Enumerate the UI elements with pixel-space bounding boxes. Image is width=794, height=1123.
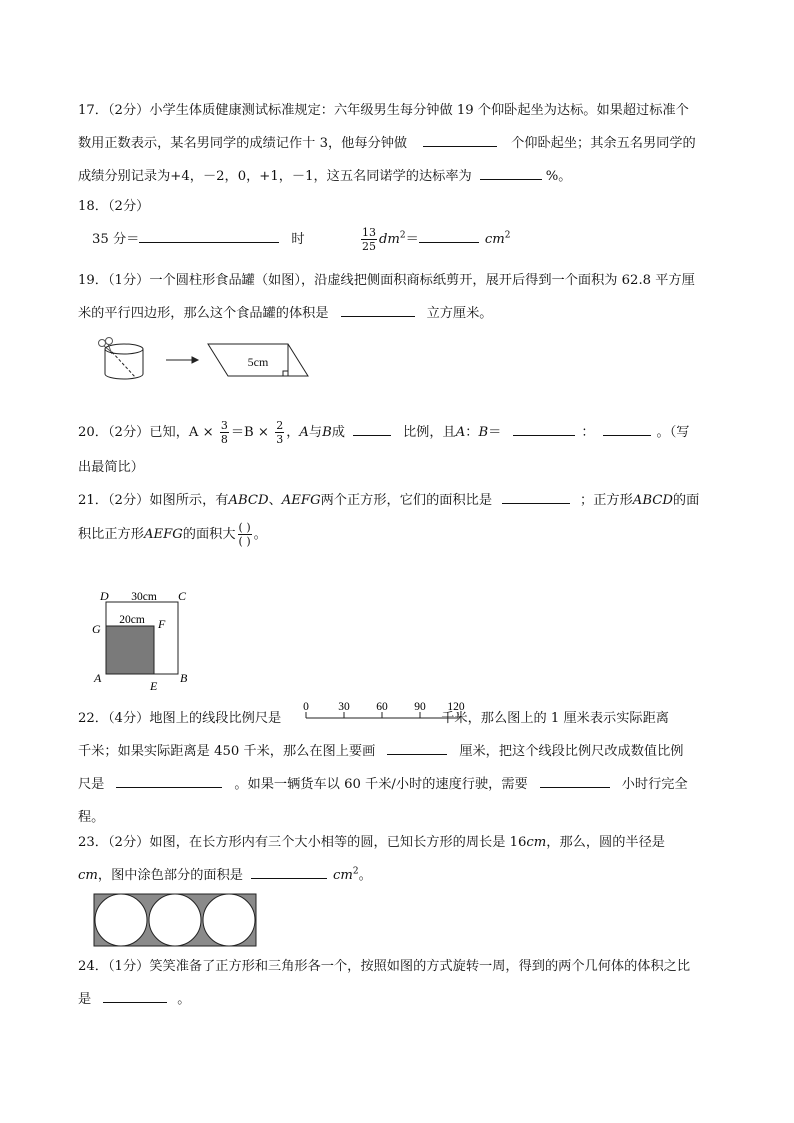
q22-scale-bar xyxy=(300,700,470,726)
tick-label-120: 120 xyxy=(447,701,465,713)
label-20cm: 20cm xyxy=(119,614,145,626)
tick-label-60: 60 xyxy=(376,701,388,713)
q18-row: 35 分＝ 时 $\frac{13}{25}$ $dm^2= cm^2$ xyxy=(92,226,511,253)
q21-blank[interactable] xyxy=(502,489,570,504)
question-18 xyxy=(78,190,718,223)
q20-blank-1[interactable] xyxy=(353,421,391,436)
arrow-icon xyxy=(166,357,198,363)
tick-label-30: 30 xyxy=(338,701,350,713)
label-30cm: 30cm xyxy=(131,591,157,603)
q22-blank-1[interactable] xyxy=(387,740,447,755)
label-e: E xyxy=(150,679,158,693)
q22-continued: 千米；如果实际距离是 450 千米，那么在图上要画 厘米，把这个线段比例尺改成数值比例 尺是 。如果一辆货车以 60 千米/小时的速度行驶，需要 小时行完全 程。 xyxy=(78,735,718,834)
q17-line-1: 17．（2分）小学生体质健康测试标准规定：六年级男生每分钟做 19 个仰卧起坐为达标。如果超过标准个 xyxy=(78,103,689,118)
circle-3 xyxy=(203,894,255,946)
square-aefg xyxy=(106,626,154,674)
q21-figure xyxy=(88,586,198,696)
cylinder-shape xyxy=(105,344,143,379)
q20-line-2: 出最简比） xyxy=(78,460,144,475)
q17-line-2-end: 个仰卧起坐；其余五名男同学的 xyxy=(511,136,696,151)
label-c: C xyxy=(178,589,187,603)
question-24: 24．（1分）笑笑准备了正方形和三角形各一个，按照如图的方式旋转一周，得到的两个几何体的体积之比 是 。 xyxy=(78,959,691,1007)
q18-fraction: $\frac{13}{25}$ xyxy=(361,226,376,253)
q18-blank-2[interactable] xyxy=(419,228,479,243)
question-19 xyxy=(78,264,718,330)
scissors-icon xyxy=(99,338,115,355)
q20-fraction-2: $\frac{2}{3}$ xyxy=(276,419,284,446)
q17-line-3-start: 成绩分别记录为+4，－2，0，+1，－1，这五名同诺学的达标率为 xyxy=(78,169,472,184)
q18-heading: 18．（2分） xyxy=(78,199,150,214)
label-a: A xyxy=(94,671,102,685)
q22-blank-2[interactable] xyxy=(116,773,222,788)
q19-height-label: 5cm xyxy=(247,355,269,369)
q21-paren-fraction: $\frac{( )}{( )}$ xyxy=(238,521,251,548)
q20-blank-3[interactable] xyxy=(603,421,651,436)
label-f: F xyxy=(158,617,166,631)
q20-blank-2[interactable] xyxy=(513,421,575,436)
tick-label-90: 90 xyxy=(414,701,426,713)
question-21: 21．（2分）如图所示，有ABCD、AEFG两个正方形，它们的面积比是 ；正方形ABCD的面 xyxy=(78,484,699,517)
label-d: D xyxy=(100,589,109,603)
q18-left: 35 分＝ xyxy=(92,232,140,247)
q19-figure xyxy=(94,336,334,382)
question-23: 23．（2分）如图，在长方形内有三个大小相等的圆，已知长方形的周长是 16cm，那么，圆的半径是 xyxy=(78,835,665,850)
circle-1 xyxy=(95,894,147,946)
q23-line-2: cm，图中涂色部分的面积是 $cm^2$。 xyxy=(78,859,372,892)
q23-blank[interactable] xyxy=(251,864,327,879)
q17-line-3-end: %。 xyxy=(545,169,572,184)
q21-line-2: 积比正方形AEFG的面积大 $\frac{( )}{( )}$ 。 xyxy=(78,521,267,548)
q22-blank-3[interactable] xyxy=(540,773,610,788)
q18-unit-hour: 时 xyxy=(291,232,305,247)
q23-figure xyxy=(92,892,260,948)
q17-line-2-start: 数用正数表示，某名男同学的成绩记作十 3，他每分钟做 xyxy=(78,136,408,151)
q19-line-2-start: 米的平行四边形，那么这个食品罐的体积是 xyxy=(78,306,329,321)
q20-fraction-1: $\frac{3}{8}$ xyxy=(220,419,228,446)
q17-blank-2[interactable] xyxy=(480,165,542,180)
circle-2 xyxy=(149,894,201,946)
question-22: 22．（4分）地图上的线段比例尺是 千米，那么图上的 1 厘米表示实际距离 xyxy=(78,711,669,726)
label-g: G xyxy=(92,622,101,636)
question-20: 20．（2分）已知，A × $\frac{3}{8}$ ＝B × $\frac{2}{3}$ ，A与B成 比例，且A：B＝ ： 。（写 xyxy=(78,419,690,446)
q18-blank-1[interactable] xyxy=(139,228,279,243)
label-b: B xyxy=(180,671,188,685)
question-17 xyxy=(78,94,718,193)
tick-label-0: 0 xyxy=(303,701,309,713)
q19-blank[interactable] xyxy=(341,302,415,317)
q19-line-2-end: 立方厘米。 xyxy=(426,306,493,321)
q17-blank-1[interactable] xyxy=(423,132,497,147)
q24-blank[interactable] xyxy=(103,988,167,1003)
q19-line-1: 19．（1分）一个圆柱形食品罐（如图），沿虚线把侧面积商标纸剪开，展开后得到一个面积为 62.8 平方厘 xyxy=(78,273,695,288)
